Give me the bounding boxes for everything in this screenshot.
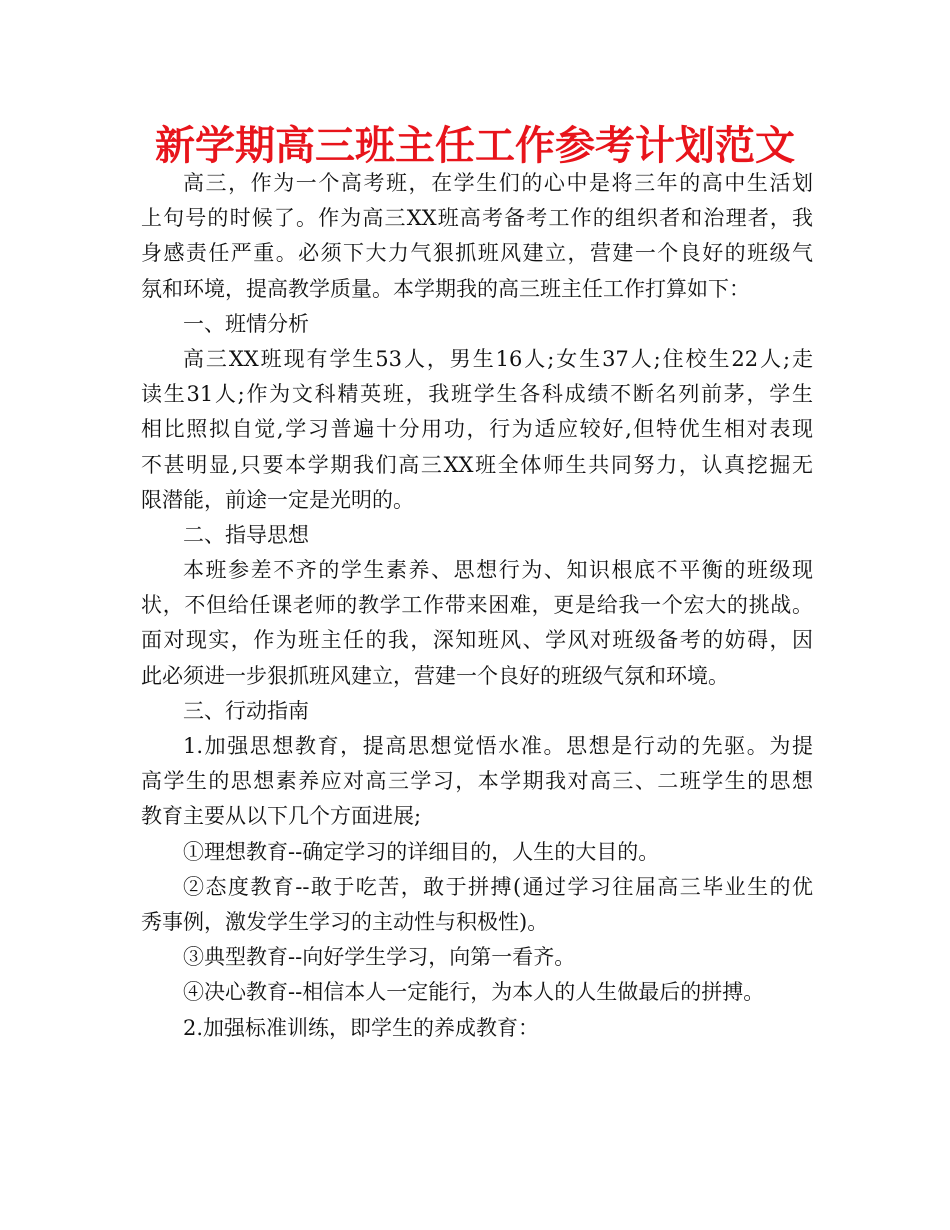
text-line: 本班参差不齐的学生素养、思想行为、知识根底不平衡的班级现 <box>183 558 813 583</box>
text-line: 不甚明显,只要本学期我们高三XX班全体师生共同努力，认真挖掘无 <box>141 452 813 477</box>
text-line: 1.加强思想教育，提高思想觉悟水准。思想是行动的先驱。为提 <box>183 734 813 758</box>
text-line: 限潜能，前途一定是光明的。 <box>141 487 414 512</box>
text-line: ③典型教育--向好学生学习，向第一看齐。 <box>183 945 576 970</box>
text-line: 上句号的时候了。作为高三XX班高考备考工作的组织者和治理者，我 <box>141 206 813 231</box>
text-line: ①理想教育--确定学习的详细目的，人生的大目的。 <box>183 839 660 864</box>
text-line: 读生31人;作为文科精英班，我班学生各科成绩不断名列前茅，学生 <box>141 382 813 407</box>
text-line: 一、班情分析 <box>183 311 309 336</box>
text-line: 2.加强标准训练，即学生的养成教育： <box>183 1015 540 1040</box>
text-line: 高三XX班现有学生53人，男生16人;女生37人;住校生22人;走 <box>183 346 813 371</box>
text-line: 此必须进一步狠抓班风建立，营建一个良好的班级气氛和环境。 <box>141 663 729 688</box>
text-line: 教育主要从以下几个方面进展; <box>141 804 422 829</box>
text-line: 相比照拟自觉,学习普遍十分用功，行为适应较好,但特优生相对表现 <box>141 417 813 442</box>
text-line: 秀事例，激发学生学习的主动性与积极性)。 <box>141 909 549 934</box>
text-line: 身感责任严重。必须下大力气狠抓班风建立，营建一个良好的班级气 <box>141 241 813 266</box>
text-line: 高学生的思想素养应对高三学习，本学期我对高三、二班学生的思想 <box>141 769 813 794</box>
text-line: 高三，作为一个高考班，在学生们的心中是将三年的高中生活划 <box>183 171 813 195</box>
text-line: 三、行动指南 <box>183 698 309 723</box>
text-line: 二、指导思想 <box>183 522 309 547</box>
text-line: 面对现实，作为班主任的我，深知班风、学风对班级备考的妨碍，因 <box>141 628 813 653</box>
document-body <box>141 166 813 1046</box>
text-line: 状，不但给任课老师的教学工作带来困难，更是给我一个宏大的挑战。 <box>141 593 813 618</box>
text-line: ④决心教育--相信本人一定能行，为本人的人生做最后的拼搏。 <box>183 980 765 1005</box>
text-line: ②态度教育--敢于吃苦，敢于拼搏(通过学习往届高三毕业生的优 <box>183 874 813 899</box>
text-line: 氛和环境，提高教学质量。本学期我的高三班主任工作打算如下： <box>141 276 750 301</box>
document-title: 新学期高三班主任工作参考计划范文 <box>155 123 795 169</box>
